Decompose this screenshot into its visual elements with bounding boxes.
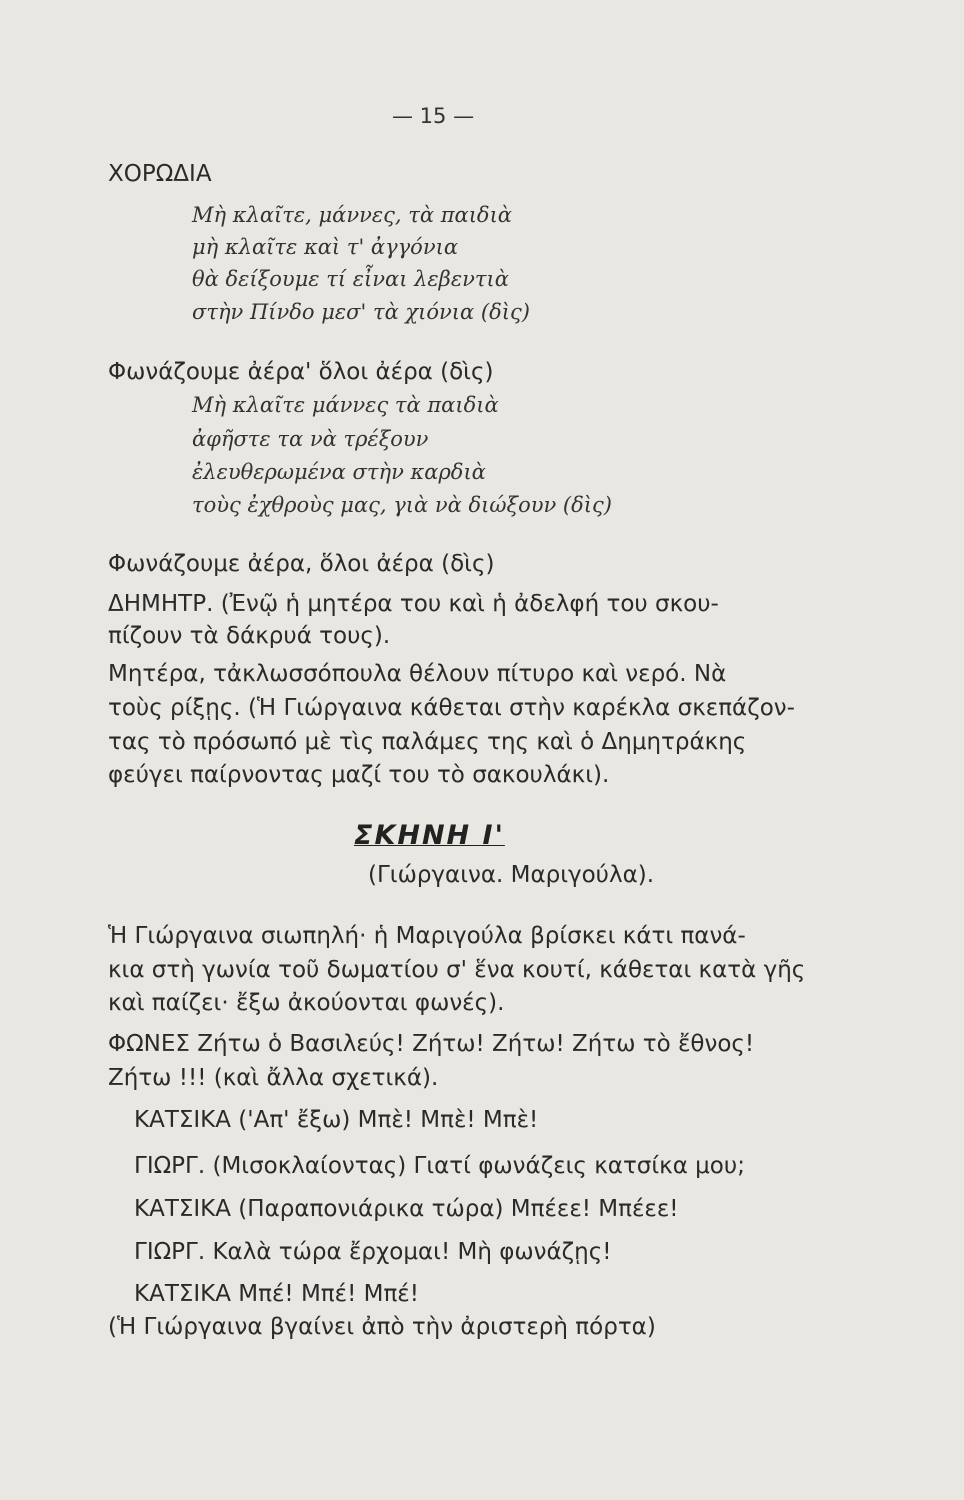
stage-direction: (Ἡ Γιώργαινα βγαίνει ἀπὸ τὴν ἀριστερὴ πόρτα)	[108, 1314, 656, 1340]
song-line: ἀφῆστε τα νὰ τρέξουν	[192, 427, 429, 451]
dialogue-line: τοὺς ρίξῃς. (Ἡ Γιώργαινα κάθεται στὴν καρέκλα σκεπάζον-	[108, 695, 795, 721]
dialogue-line: φεύγει παίρνοντας μαζί του τὸ σακουλάκι).	[108, 762, 610, 788]
song-line: θὰ δείξουμε τί εἶναι λεβεντιὰ	[192, 267, 509, 291]
page-number: — 15 —	[392, 104, 475, 128]
song-line: τοὺς ἐχθροὺς μας, γιὰ νὰ διώξουν (δὶς)	[192, 493, 612, 517]
dialogue-line: ΚΑΤΣΙΚΑ (Παραπονιάρικα τώρα) Μπέεε! Μπέεε!	[134, 1196, 679, 1222]
dialogue-line: ΚΑΤΣΙΚΑ ('Απ' ἔξω) Μπὲ! Μπὲ! Μπὲ!	[134, 1107, 539, 1133]
song-line: στὴν Πίνδο μεσ' τὰ χιόνια (δὶς)	[192, 300, 530, 324]
stage-direction: κια στὴ γωνία τοῦ δωματίου σ' ἕνα κουτί, κάθεται κατὰ γῆς	[108, 957, 806, 983]
dialogue-line: ΓΙΩΡΓ. Καλὰ τώρα ἔρχομαι! Μὴ φωνάζῃς!	[134, 1239, 612, 1265]
song-line: Μὴ κλαῖτε μάννες τὰ παιδιὰ	[192, 393, 499, 417]
song-line: ἐλευθερωμένα στὴν καρδιὰ	[192, 460, 486, 484]
song-line: μὴ κλαῖτε καὶ τ' ἀγγόνια	[192, 235, 458, 259]
stage-direction: Ἡ Γιώργαινα σιωπηλή· ἡ Μαριγούλα βρίσκει κάτι πανά-	[108, 923, 746, 949]
song-line: Μὴ κλαῖτε, μάννες, τὰ παιδιὰ	[192, 203, 512, 227]
dialogue-line: τας τὸ πρόσωπό μὲ τὶς παλάμες της καὶ ὁ Δημητράκης	[108, 729, 747, 755]
dialogue-line: ΔΗΜΗΤΡ. (Ἐνῷ ἡ μητέρα του καὶ ἡ ἀδελφή του σκου-	[108, 591, 719, 617]
stage-direction: καὶ παίζει· ἔξω ἀκούονται φωνές).	[108, 990, 505, 1016]
scene-characters: (Γιώργαινα. Μαριγούλα).	[368, 862, 655, 888]
refrain-line: Φωνάζουμε ἀέρα, ὅλοι ἀέρα (δὶς)	[108, 551, 495, 577]
dialogue-line: ΓΙΩΡΓ. (Μισοκλαίοντας) Γιατί φωνάζεις κατσίκα μου;	[134, 1153, 745, 1179]
dialogue-line: ΦΩΝΕΣ Ζήτω ὁ Βασιλεύς! Ζήτω! Ζήτω! Ζήτω τὸ ἔθνος!	[108, 1031, 755, 1057]
dialogue-line: Μητέρα, τἀκλωσσόπουλα θέλουν πίτυρο καὶ νερό. Νὰ	[108, 661, 727, 687]
dialogue-line: Ζήτω !!! (καὶ ἄλλα σχετικά).	[108, 1065, 439, 1091]
refrain-line: Φωνάζουμε ἀέρα' ὅλοι ἀέρα (δὶς)	[108, 359, 494, 385]
dialogue-line: ΚΑΤΣΙΚΑ Μπέ! Μπέ! Μπέ!	[134, 1281, 419, 1307]
dialogue-line: πίζουν τὰ δάκρυά τους).	[108, 623, 391, 649]
scene-title: ΣΚΗΝΗ Ι'	[354, 820, 505, 851]
speaker-chorus: ΧΟΡΩΔΙΑ	[108, 161, 212, 187]
